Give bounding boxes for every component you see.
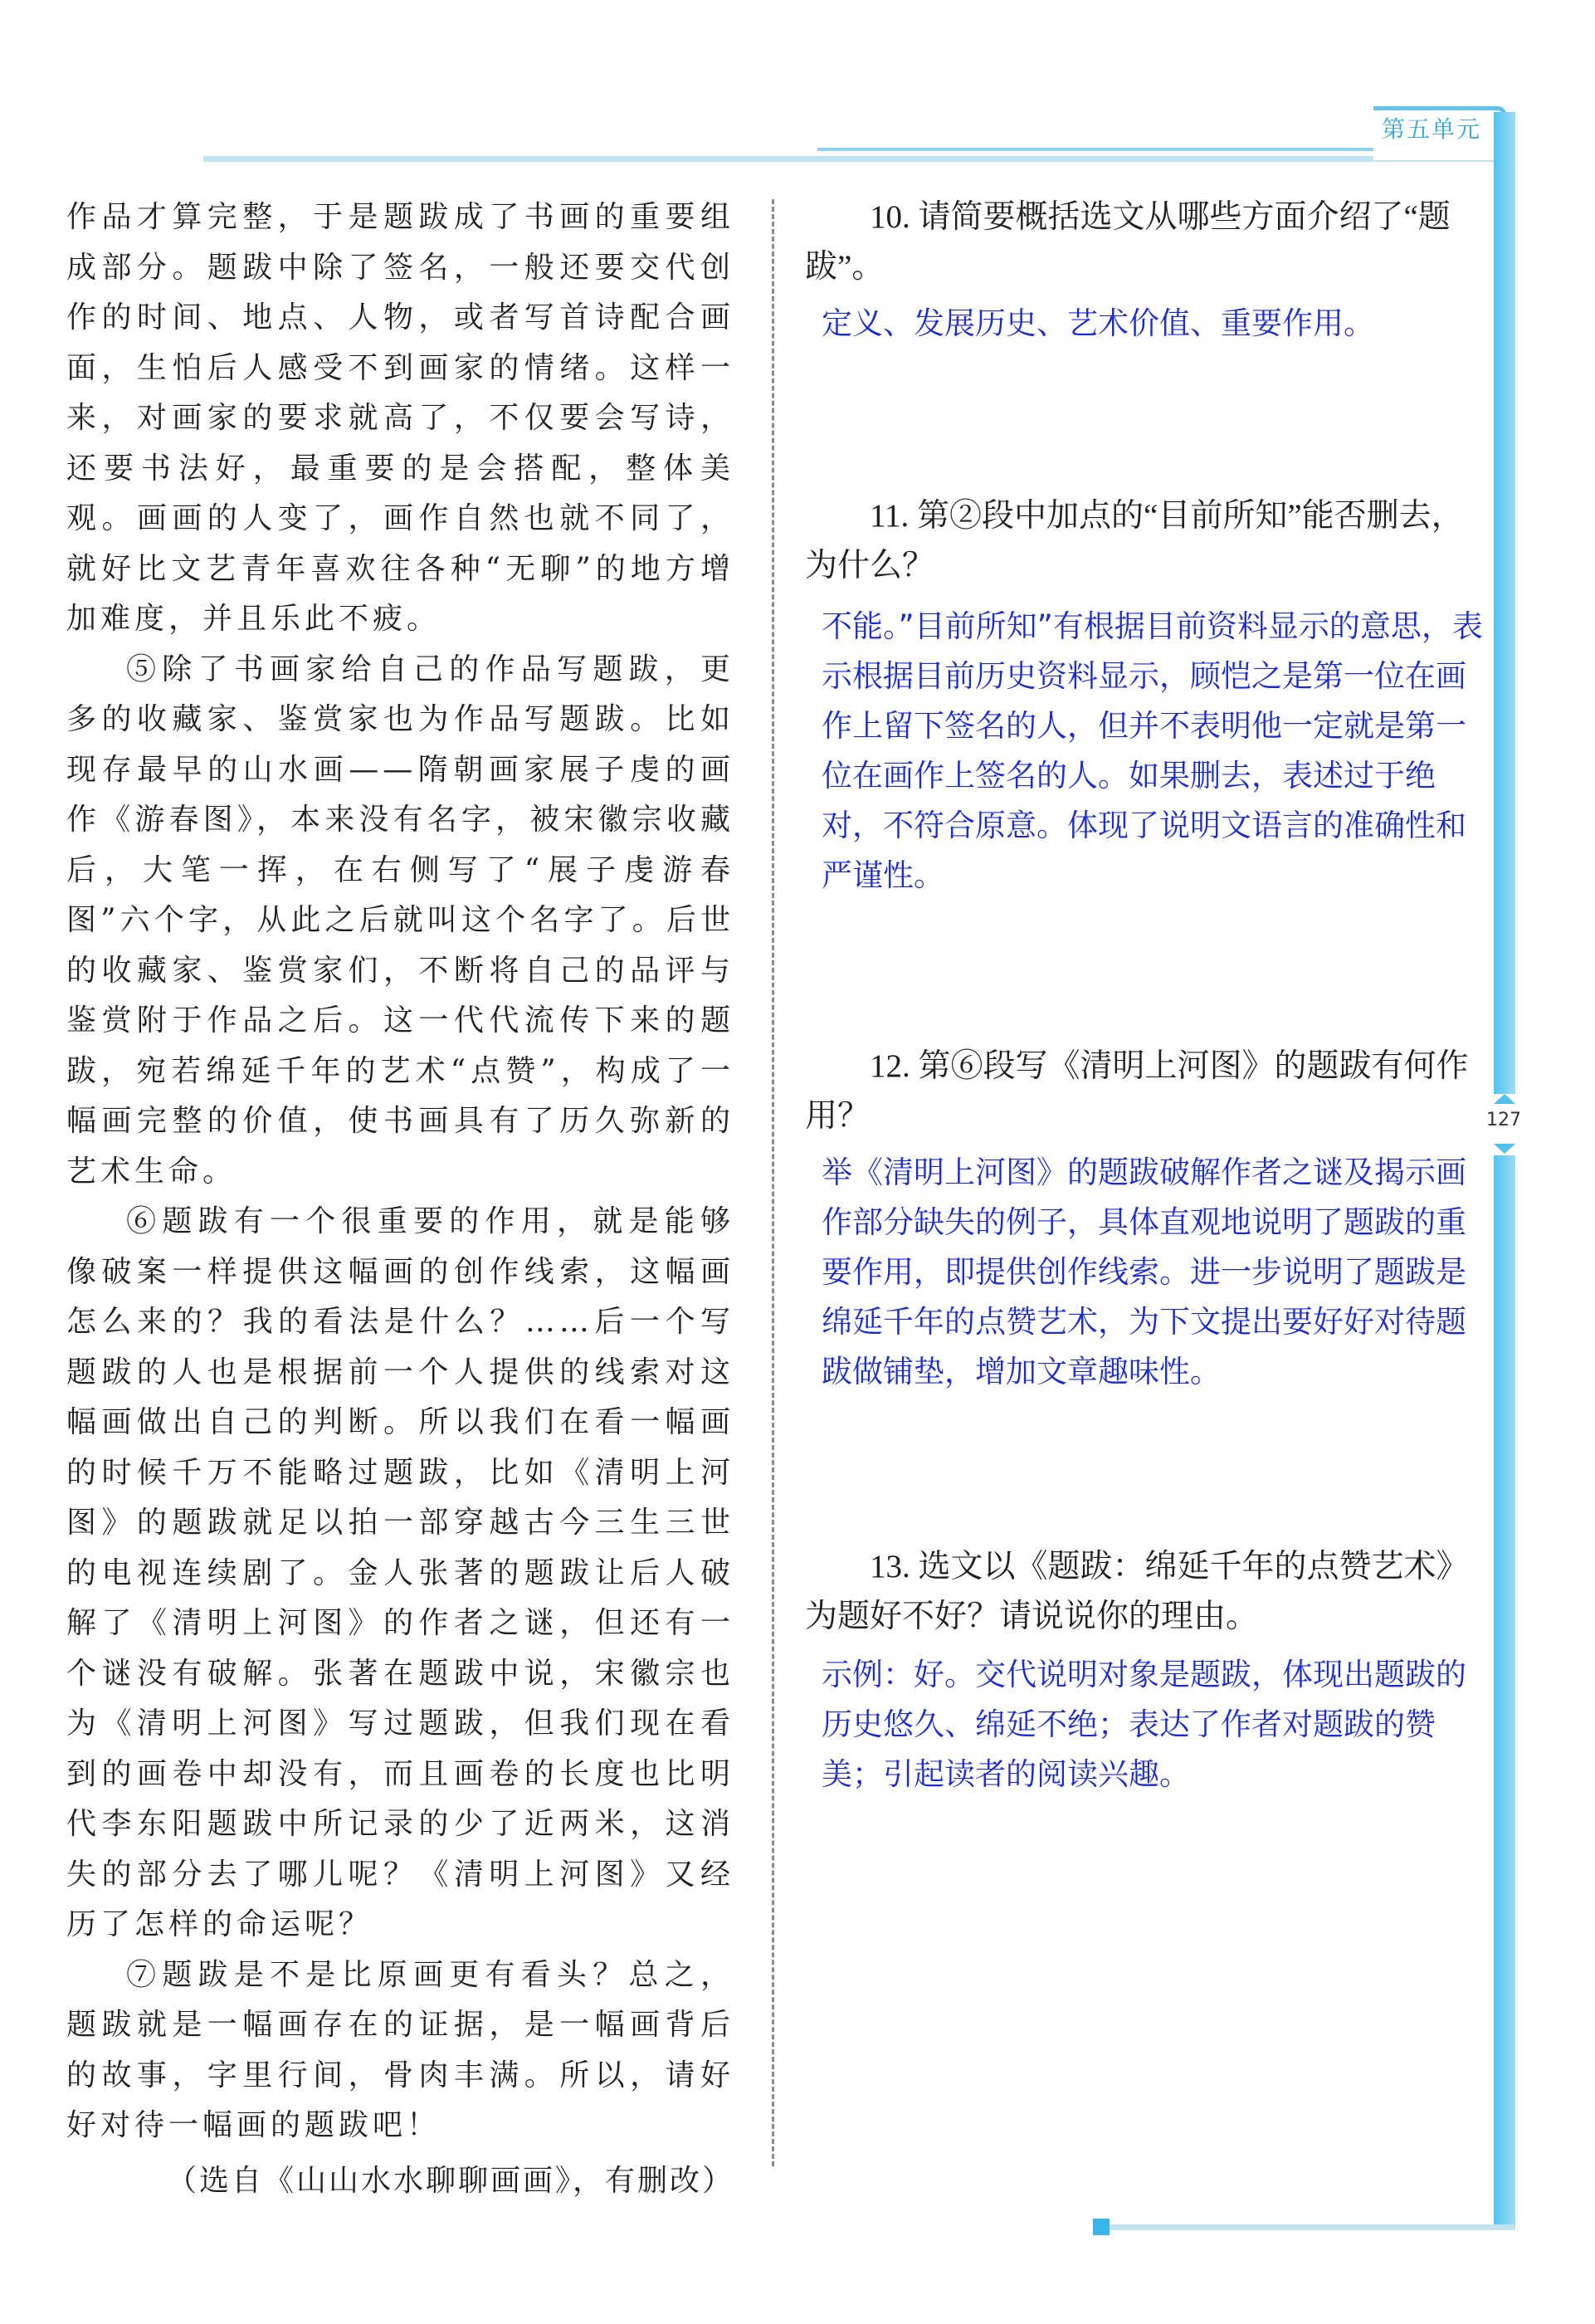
chevron-down-icon xyxy=(1494,1144,1515,1154)
answer-13: 示例：好。交代说明对象是题跋，体现出题跋的历史悠久、绵延不绝；表达了作者对题跋的赞美；引起读者的阅读兴趣。 xyxy=(822,1657,1466,1792)
reading-passage xyxy=(66,193,734,2206)
chevron-up-icon xyxy=(1494,1094,1515,1104)
passage-paragraph: ⑤除了书画家给自己的作品写题跋，更多的收藏家、鉴赏家也为作品写题跋。比如现存最早的山水画——隋朝画家展子虔的画作《游春图》，本来没有名字，被宋徽宗收藏后，大笔一挥，在右侧写了“展子虔游春图”六个字，从此之后就叫这个名字了。后世的收藏家、鉴赏家们，不断将自己的品评与鉴赏附于作品之后。这一代代流传下来的题跋，宛若绵延千年的艺术“点赞”，构成了一幅画完整的价值，使书画具有了历久弥新的艺术生命。 xyxy=(66,652,734,1189)
question-11: 11. 第②段中加点的“目前所知”能否删去，为什么？ xyxy=(805,498,1464,583)
page-number: 127 xyxy=(1486,1110,1521,1130)
footer-square xyxy=(1093,2219,1110,2235)
right-margin-bar-top xyxy=(1494,112,1515,1096)
unit-label: 第五单元 xyxy=(1381,115,1481,143)
passage-paragraph: 作品才算完整，于是题跋成了书画的重要组成部分。题跋中除了签名，一般还要交代创作的时间、地点、人物，或者写首诗配合画面，生怕后人感受不到画家的情绪。这样一来，对画家的要求就高了，不仅要会写诗，还要书法好，最重要的是会搭配，整体美观。画画的人变了，画作自然也就不同了，就好比文艺青年喜欢往各种“无聊”的地方增加难度，并且乐此不疲。 xyxy=(66,200,734,636)
source-citation: （选自《山山水水聊聊画画》，有删改） xyxy=(166,2163,734,2198)
answer-11: 不能。”目前所知”有根据目前资料显示的意思，表示根据目前历史资料显示，顾恺之是第一位在画作上留下签名的人，但并不表明他一定就是第一位在画作上签名的人。如果删去，表述过于绝对，不符合原意。体现了说明文语言的准确性和严谨性。 xyxy=(822,608,1483,893)
passage-paragraph: ⑥题跋有一个很重要的作用，就是能够像破案一样提供这幅画的创作线索，这幅画怎么来的？我的看法是什么？……后一个写题跋的人也是根据前一个人提供的线索对这幅画做出自己的判断。所以我们在看一幅画的时候千万不能略过题跋，比如《清明上河图》的题跋就足以拍一部穿越古今三生三世的电视连续剧了。金人张著的题跋让后人破解了《清明上河图》的作者之谜，但还有一个谜没有破解。张著在题跋中说，宋徽宗也为《清明上河图》写过题跋，但我们现在看到的画卷中却没有，而且画卷的长度也比明代李东阳题跋中所记录的少了近两米，这消失的部分去了哪儿呢？《清明上河图》又经历了怎样的命运呢？ xyxy=(66,1204,734,1941)
header-rule xyxy=(203,156,1494,162)
answer-10: 定义、发展历史、艺术价值、重要作用。 xyxy=(822,305,1374,341)
question-12: 12. 第⑥段写《清明上河图》的题跋有何作用？ xyxy=(805,1048,1469,1134)
right-margin-bar-bottom xyxy=(1494,1154,1515,2229)
answer-12: 举《清明上河图》的题跋破解作者之谜及揭示画作部分缺失的例子，具体直观地说明了题跋的重要作用，即提供创作线索。进一步说明了题跋是绵延千年的点赞艺术，为下文提出要好好对待题跋做铺垫，增加文章趣味性。 xyxy=(822,1155,1466,1389)
question-13: 13. 选文以《题跋：绵延千年的点赞艺术》为题好不好？请说说你的理由。 xyxy=(805,1549,1469,1634)
column-divider xyxy=(772,199,774,2166)
question-10: 10. 请简要概括选文从哪些方面介绍了“题跋”。 xyxy=(805,199,1451,285)
footer-rule xyxy=(1095,2224,1515,2230)
passage-paragraph: ⑦题跋是不是比原画更有看头？总之，题跋就是一幅画存在的证据，是一幅画背后的故事，字里行间，骨肉丰满。所以，请好好对待一幅画的题跋吧！ xyxy=(66,1957,734,2142)
